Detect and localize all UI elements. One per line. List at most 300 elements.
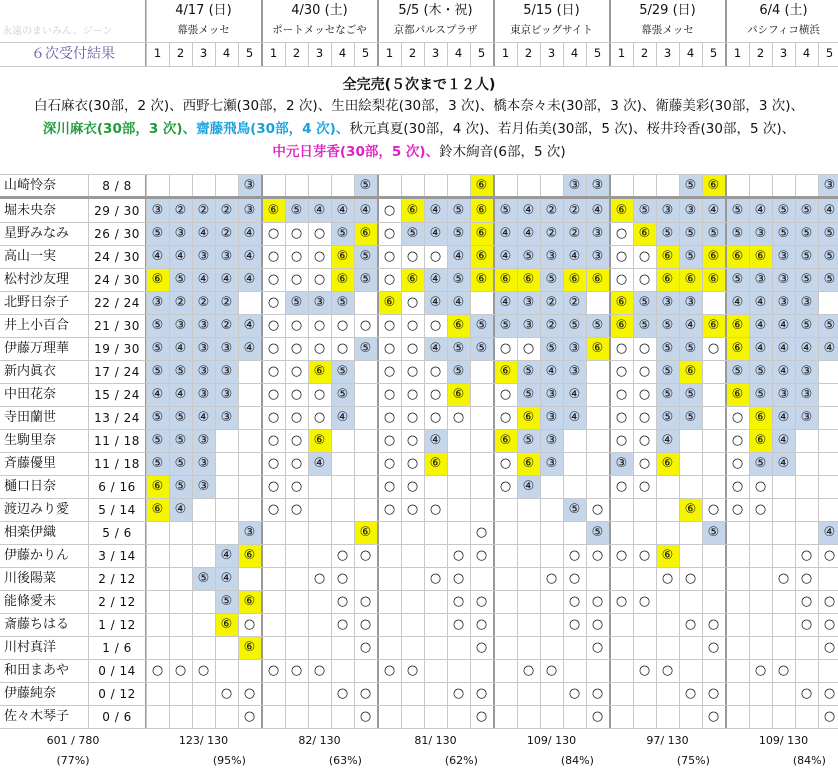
status-cell: ⑥ bbox=[494, 360, 517, 383]
status-cell: ③ bbox=[563, 337, 586, 360]
status-cell: ③ bbox=[656, 291, 679, 314]
grid-line bbox=[493, 0, 495, 66]
status-cell: ○ bbox=[615, 479, 628, 494]
status-cell: ⑤ bbox=[818, 222, 838, 245]
status-cell: ② bbox=[563, 222, 586, 245]
grid-line bbox=[424, 42, 425, 66]
status-cell: ○ bbox=[475, 594, 488, 609]
status-cell: ③ bbox=[192, 245, 215, 268]
status-cell: ⑤ bbox=[169, 429, 192, 452]
status-cell: ④ bbox=[215, 268, 238, 291]
member-score: 8 / 8 bbox=[102, 178, 132, 193]
status-cell: ○ bbox=[615, 594, 628, 609]
member-name: 伊藤かりん bbox=[4, 548, 70, 563]
grid-line bbox=[818, 42, 819, 66]
status-cell: ○ bbox=[383, 502, 396, 517]
status-cell: ④ bbox=[424, 268, 447, 291]
status-cell: ⑥ bbox=[702, 314, 725, 337]
status-cell: ⑤ bbox=[215, 590, 238, 613]
member-score: 17 / 24 bbox=[94, 364, 140, 379]
status-cell: ○ bbox=[684, 686, 697, 701]
grid-line bbox=[609, 0, 611, 66]
member-name: 川後陽菜 bbox=[4, 571, 57, 586]
member-name: 斉藤優里 bbox=[4, 456, 57, 471]
status-cell: ⑤ bbox=[517, 429, 540, 452]
status-cell: ○ bbox=[823, 709, 836, 724]
status-cell: ④ bbox=[772, 314, 795, 337]
status-cell: ② bbox=[215, 291, 238, 314]
status-cell: ④ bbox=[563, 245, 586, 268]
status-cell: ○ bbox=[638, 364, 651, 379]
status-cell: ○ bbox=[823, 617, 836, 632]
grid-line bbox=[308, 174, 309, 728]
status-cell: ③ bbox=[540, 452, 563, 475]
grid-line bbox=[0, 222, 838, 223]
status-cell: ⑤ bbox=[470, 314, 493, 337]
status-cell: ⑥ bbox=[656, 268, 679, 291]
part-number: 3 bbox=[663, 46, 672, 61]
status-cell: ⑥ bbox=[749, 429, 772, 452]
status-cell: ⑥ bbox=[633, 222, 656, 245]
status-cell: ⑤ bbox=[494, 199, 517, 222]
status-cell: ○ bbox=[800, 571, 813, 586]
part-number: 2 bbox=[176, 46, 185, 61]
member-score: 1 / 12 bbox=[98, 617, 136, 632]
status-cell: ○ bbox=[731, 479, 744, 494]
grid-line bbox=[261, 174, 263, 728]
member-score: 22 / 24 bbox=[94, 295, 140, 310]
status-cell: ○ bbox=[383, 272, 396, 287]
status-cell: ○ bbox=[731, 502, 744, 517]
member-score: 1 / 6 bbox=[102, 640, 132, 655]
member-score: 21 / 30 bbox=[94, 318, 140, 333]
status-cell: ⑤ bbox=[447, 222, 470, 245]
status-cell: ⑥ bbox=[517, 452, 540, 475]
status-cell: ○ bbox=[313, 410, 326, 425]
status-cell: ③ bbox=[772, 383, 795, 406]
status-cell: ○ bbox=[522, 663, 535, 678]
status-cell: ○ bbox=[429, 502, 442, 517]
status-cell: ④ bbox=[331, 199, 354, 222]
part-number: 5 bbox=[593, 46, 602, 61]
status-cell: ⑥ bbox=[470, 199, 493, 222]
status-cell: ⑥ bbox=[354, 521, 377, 544]
status-cell: ⑥ bbox=[586, 268, 609, 291]
status-cell: ○ bbox=[429, 364, 442, 379]
status-cell: ○ bbox=[615, 272, 628, 287]
status-cell: ③ bbox=[795, 406, 818, 429]
status-cell: ○ bbox=[499, 387, 512, 402]
member-name: 斎藤ちはる bbox=[4, 617, 70, 632]
status-cell: ○ bbox=[615, 341, 628, 356]
status-cell: ○ bbox=[267, 456, 280, 471]
status-cell: ④ bbox=[146, 245, 169, 268]
status-cell: ○ bbox=[359, 640, 372, 655]
status-cell: ⑥ bbox=[586, 337, 609, 360]
status-cell: ④ bbox=[169, 498, 192, 521]
member-name: 能條愛未 bbox=[4, 594, 57, 609]
status-cell: ⑥ bbox=[726, 337, 749, 360]
status-cell: ○ bbox=[267, 295, 280, 310]
status-cell: ⑤ bbox=[656, 314, 679, 337]
grid-line bbox=[285, 42, 286, 66]
status-cell: ○ bbox=[406, 502, 419, 517]
status-cell: ④ bbox=[447, 291, 470, 314]
grid-line bbox=[0, 337, 838, 338]
member-score: 24 / 30 bbox=[94, 249, 140, 264]
status-cell: ○ bbox=[429, 318, 442, 333]
status-cell: ② bbox=[192, 291, 215, 314]
part-number: 4 bbox=[338, 46, 347, 61]
status-cell: ○ bbox=[638, 410, 651, 425]
grid-line bbox=[285, 174, 286, 728]
grid-line bbox=[308, 42, 309, 66]
part-number: 5 bbox=[477, 46, 486, 61]
status-cell: ⑥ bbox=[331, 245, 354, 268]
status-cell: ④ bbox=[169, 245, 192, 268]
grid-line bbox=[0, 42, 838, 43]
status-cell: ④ bbox=[772, 406, 795, 429]
status-cell: ⑥ bbox=[447, 314, 470, 337]
status-cell: ○ bbox=[638, 433, 651, 448]
status-cell: ○ bbox=[475, 709, 488, 724]
status-cell: ④ bbox=[749, 314, 772, 337]
part-number: 5 bbox=[245, 46, 254, 61]
status-cell: ○ bbox=[638, 548, 651, 563]
status-cell: ○ bbox=[475, 525, 488, 540]
status-cell: ○ bbox=[336, 686, 349, 701]
status-cell: ④ bbox=[772, 360, 795, 383]
status-cell: ⑤ bbox=[470, 337, 493, 360]
status-cell: ○ bbox=[823, 548, 836, 563]
status-cell: ○ bbox=[336, 548, 349, 563]
grid-line bbox=[470, 174, 471, 728]
status-cell: ② bbox=[540, 199, 563, 222]
status-cell: ○ bbox=[406, 364, 419, 379]
grid-line bbox=[238, 174, 239, 728]
status-cell: ⑤ bbox=[656, 360, 679, 383]
status-cell: ⑥ bbox=[610, 199, 633, 222]
grid-line bbox=[563, 42, 564, 66]
status-cell: ○ bbox=[151, 663, 164, 678]
event-date: 5/29 (日) bbox=[639, 2, 696, 18]
status-cell: ⑥ bbox=[702, 245, 725, 268]
part-number: 4 bbox=[570, 46, 579, 61]
status-cell: ④ bbox=[772, 429, 795, 452]
sellout-title: 全完売(５次まで１２人) bbox=[342, 77, 496, 93]
grid-line bbox=[0, 728, 838, 729]
status-cell: ④ bbox=[494, 291, 517, 314]
grid-line bbox=[377, 0, 379, 66]
status-cell: ⑥ bbox=[146, 498, 169, 521]
status-cell: ○ bbox=[383, 341, 396, 356]
part-number: 1 bbox=[153, 46, 162, 61]
status-cell: ② bbox=[563, 291, 586, 314]
status-cell: ⑥ bbox=[656, 452, 679, 475]
grid-line bbox=[656, 42, 657, 66]
status-cell: ○ bbox=[359, 318, 372, 333]
status-cell: ○ bbox=[731, 410, 744, 425]
grid-line bbox=[0, 383, 838, 384]
status-cell: ○ bbox=[452, 617, 465, 632]
status-cell: ④ bbox=[146, 383, 169, 406]
grid-line bbox=[0, 590, 838, 591]
status-cell: ○ bbox=[383, 249, 396, 264]
status-cell: ⑤ bbox=[401, 222, 424, 245]
status-cell: ② bbox=[215, 199, 238, 222]
event-date: 4/30 (土) bbox=[291, 2, 348, 18]
status-cell: ○ bbox=[707, 341, 720, 356]
status-cell: ○ bbox=[777, 571, 790, 586]
status-cell: ⑤ bbox=[656, 406, 679, 429]
status-cell: ③ bbox=[238, 521, 261, 544]
status-cell: ○ bbox=[359, 686, 372, 701]
grid-line bbox=[401, 42, 402, 66]
status-cell: ④ bbox=[424, 291, 447, 314]
member-score: 5 / 6 bbox=[102, 525, 132, 540]
status-cell: ○ bbox=[823, 640, 836, 655]
status-cell: ⑤ bbox=[656, 337, 679, 360]
status-cell: ⑤ bbox=[354, 245, 377, 268]
status-cell: ③ bbox=[517, 314, 540, 337]
status-cell: ③ bbox=[192, 429, 215, 452]
status-cell: ○ bbox=[661, 663, 674, 678]
status-cell: ③ bbox=[192, 314, 215, 337]
status-cell: ⑤ bbox=[702, 521, 725, 544]
part-number: 3 bbox=[779, 46, 788, 61]
member-score: 0 / 14 bbox=[98, 663, 136, 678]
part-number: 1 bbox=[269, 46, 278, 61]
sellout-member-text: 秋元真夏(30部，4 次)、若月佑美(30部，5 次)、桜井玲香(30部，5 次)、 bbox=[349, 121, 796, 137]
status-cell: ○ bbox=[452, 686, 465, 701]
status-cell: ④ bbox=[702, 199, 725, 222]
status-cell: ⑤ bbox=[540, 268, 563, 291]
status-cell: ○ bbox=[568, 617, 581, 632]
status-cell: ⑤ bbox=[331, 360, 354, 383]
status-cell: ○ bbox=[800, 548, 813, 563]
grid-line bbox=[493, 174, 495, 728]
member-name: 松村沙友理 bbox=[4, 272, 70, 287]
status-cell: ③ bbox=[563, 360, 586, 383]
status-cell: ⑥ bbox=[494, 268, 517, 291]
status-cell: ⑥ bbox=[215, 613, 238, 636]
member-name: 山崎怜奈 bbox=[4, 178, 57, 193]
grid-line bbox=[215, 42, 216, 66]
status-cell: ○ bbox=[545, 571, 558, 586]
status-cell: ⑤ bbox=[818, 268, 838, 291]
status-cell: ④ bbox=[563, 406, 586, 429]
status-cell: ○ bbox=[290, 341, 303, 356]
event-date: 5/15 (日) bbox=[523, 2, 580, 18]
grid-line bbox=[772, 174, 773, 728]
part-number: 1 bbox=[385, 46, 394, 61]
status-cell: ○ bbox=[823, 686, 836, 701]
status-cell: ○ bbox=[568, 686, 581, 701]
status-cell: ③ bbox=[192, 452, 215, 475]
sellout-member-text: 白石麻衣(30部，2 次)、西野七瀬(30部，2 次)、生田絵梨花(30部，3 次)、橋本奈々未(30部，3 次)、衛藤美彩(30部，3 次)、 bbox=[34, 98, 804, 114]
part-number: 4 bbox=[454, 46, 463, 61]
status-cell: ○ bbox=[707, 686, 720, 701]
status-cell: ○ bbox=[336, 617, 349, 632]
status-cell: ○ bbox=[591, 686, 604, 701]
status-cell: ⑤ bbox=[633, 291, 656, 314]
member-score: 29 / 30 bbox=[94, 203, 140, 218]
grid-line bbox=[795, 174, 796, 728]
status-cell: ○ bbox=[383, 479, 396, 494]
status-cell: ○ bbox=[267, 272, 280, 287]
status-cell: ④ bbox=[749, 199, 772, 222]
status-cell: ⑤ bbox=[656, 222, 679, 245]
status-cell: ○ bbox=[591, 640, 604, 655]
status-cell: ○ bbox=[638, 479, 651, 494]
status-cell: ③ bbox=[795, 360, 818, 383]
status-cell: ⑤ bbox=[447, 360, 470, 383]
grid-line bbox=[0, 268, 838, 269]
status-cell: ○ bbox=[615, 433, 628, 448]
sellout-line bbox=[0, 100, 838, 114]
status-cell: ⑥ bbox=[331, 268, 354, 291]
member-name: 佐々木琴子 bbox=[4, 709, 70, 724]
status-cell: ⑤ bbox=[726, 222, 749, 245]
status-cell: ③ bbox=[679, 199, 702, 222]
status-cell: ○ bbox=[290, 502, 303, 517]
status-cell: ④ bbox=[238, 337, 261, 360]
status-cell: ○ bbox=[475, 617, 488, 632]
member-score: 19 / 30 bbox=[94, 341, 140, 356]
status-cell: ○ bbox=[800, 686, 813, 701]
status-cell: ⑥ bbox=[378, 291, 401, 314]
grid-line bbox=[679, 174, 680, 728]
status-cell: ② bbox=[192, 199, 215, 222]
member-score: 15 / 24 bbox=[94, 387, 140, 402]
event-venue: 京都パルスプラザ bbox=[393, 23, 478, 36]
status-cell: ⑤ bbox=[656, 383, 679, 406]
status-cell: ○ bbox=[290, 433, 303, 448]
part-number: 5 bbox=[709, 46, 718, 61]
grid-line bbox=[0, 682, 838, 683]
status-cell: ④ bbox=[494, 245, 517, 268]
status-cell: ⑥ bbox=[424, 452, 447, 475]
member-name: 寺田蘭世 bbox=[4, 410, 57, 425]
status-cell: ○ bbox=[545, 663, 558, 678]
grid-line bbox=[146, 0, 147, 66]
status-cell: ② bbox=[215, 222, 238, 245]
status-cell: ③ bbox=[586, 245, 609, 268]
status-cell: ○ bbox=[313, 226, 326, 241]
status-cell: ○ bbox=[359, 709, 372, 724]
grid-line bbox=[818, 174, 819, 728]
status-cell: ⑤ bbox=[146, 429, 169, 452]
status-cell: ⑤ bbox=[447, 337, 470, 360]
grid-line bbox=[517, 174, 518, 728]
status-cell: ○ bbox=[638, 272, 651, 287]
status-cell: ⑤ bbox=[285, 291, 308, 314]
status-cell: ○ bbox=[267, 502, 280, 517]
status-cell: ○ bbox=[475, 548, 488, 563]
status-cell: ⑥ bbox=[679, 360, 702, 383]
grid-line bbox=[749, 174, 750, 728]
status-cell: ○ bbox=[313, 387, 326, 402]
grid-line bbox=[261, 0, 263, 66]
status-cell: ③ bbox=[146, 291, 169, 314]
status-cell: ○ bbox=[406, 433, 419, 448]
grid-line bbox=[169, 42, 170, 66]
event-total: 109/ 130 bbox=[526, 734, 577, 747]
status-cell: ④ bbox=[169, 337, 192, 360]
member-score: 24 / 30 bbox=[94, 272, 140, 287]
grid-line bbox=[0, 567, 838, 568]
status-cell: ⑥ bbox=[610, 291, 633, 314]
member-name: 北野日奈子 bbox=[4, 295, 70, 310]
status-cell: ④ bbox=[818, 337, 838, 360]
status-cell: ○ bbox=[800, 594, 813, 609]
grid-line bbox=[424, 174, 425, 728]
grid-line bbox=[0, 475, 838, 476]
status-cell: ○ bbox=[707, 617, 720, 632]
status-cell: ○ bbox=[615, 226, 628, 241]
status-cell: ④ bbox=[795, 337, 818, 360]
status-cell: ○ bbox=[290, 410, 303, 425]
status-cell: ③ bbox=[563, 174, 586, 197]
status-cell: ○ bbox=[243, 617, 256, 632]
grid-line bbox=[563, 174, 564, 728]
status-cell: ○ bbox=[615, 548, 628, 563]
grid-line bbox=[354, 42, 355, 66]
status-cell: ○ bbox=[800, 617, 813, 632]
member-name: 中田花奈 bbox=[4, 387, 57, 402]
status-cell: ③ bbox=[540, 429, 563, 452]
part-number: 2 bbox=[524, 46, 533, 61]
status-cell: ○ bbox=[638, 249, 651, 264]
status-cell: ④ bbox=[586, 199, 609, 222]
grid-line bbox=[88, 174, 89, 728]
event-venue: 幕張メッセ bbox=[177, 23, 230, 36]
grid-line bbox=[702, 174, 703, 728]
status-cell: ○ bbox=[290, 249, 303, 264]
status-cell: ③ bbox=[215, 245, 238, 268]
status-cell: ④ bbox=[308, 199, 331, 222]
status-cell: ⑤ bbox=[726, 199, 749, 222]
status-cell: ⑤ bbox=[726, 268, 749, 291]
status-cell: ⑥ bbox=[656, 245, 679, 268]
grid-line bbox=[192, 174, 193, 728]
status-cell: ③ bbox=[656, 199, 679, 222]
status-cell: ○ bbox=[267, 226, 280, 241]
status-cell: ○ bbox=[383, 456, 396, 471]
member-name: 和田まあや bbox=[4, 663, 70, 678]
status-cell: ③ bbox=[192, 475, 215, 498]
status-cell: ④ bbox=[424, 222, 447, 245]
status-cell: ○ bbox=[823, 594, 836, 609]
status-cell: ○ bbox=[499, 456, 512, 471]
grid-line bbox=[795, 42, 796, 66]
member-name: 相楽伊織 bbox=[4, 525, 57, 540]
status-cell: ⑥ bbox=[679, 498, 702, 521]
status-cell: ○ bbox=[638, 594, 651, 609]
status-cell: ② bbox=[169, 199, 192, 222]
status-cell: ○ bbox=[383, 318, 396, 333]
status-cell: ⑥ bbox=[447, 383, 470, 406]
status-cell: ② bbox=[169, 291, 192, 314]
status-cell: ○ bbox=[638, 663, 651, 678]
grid-line bbox=[0, 406, 838, 407]
status-cell: ⑥ bbox=[238, 636, 261, 659]
status-cell: ⑤ bbox=[795, 314, 818, 337]
status-cell: ○ bbox=[475, 686, 488, 701]
status-cell: ○ bbox=[383, 203, 396, 218]
status-cell: ⑤ bbox=[679, 245, 702, 268]
overall-total: 601 / 780 bbox=[46, 734, 100, 747]
